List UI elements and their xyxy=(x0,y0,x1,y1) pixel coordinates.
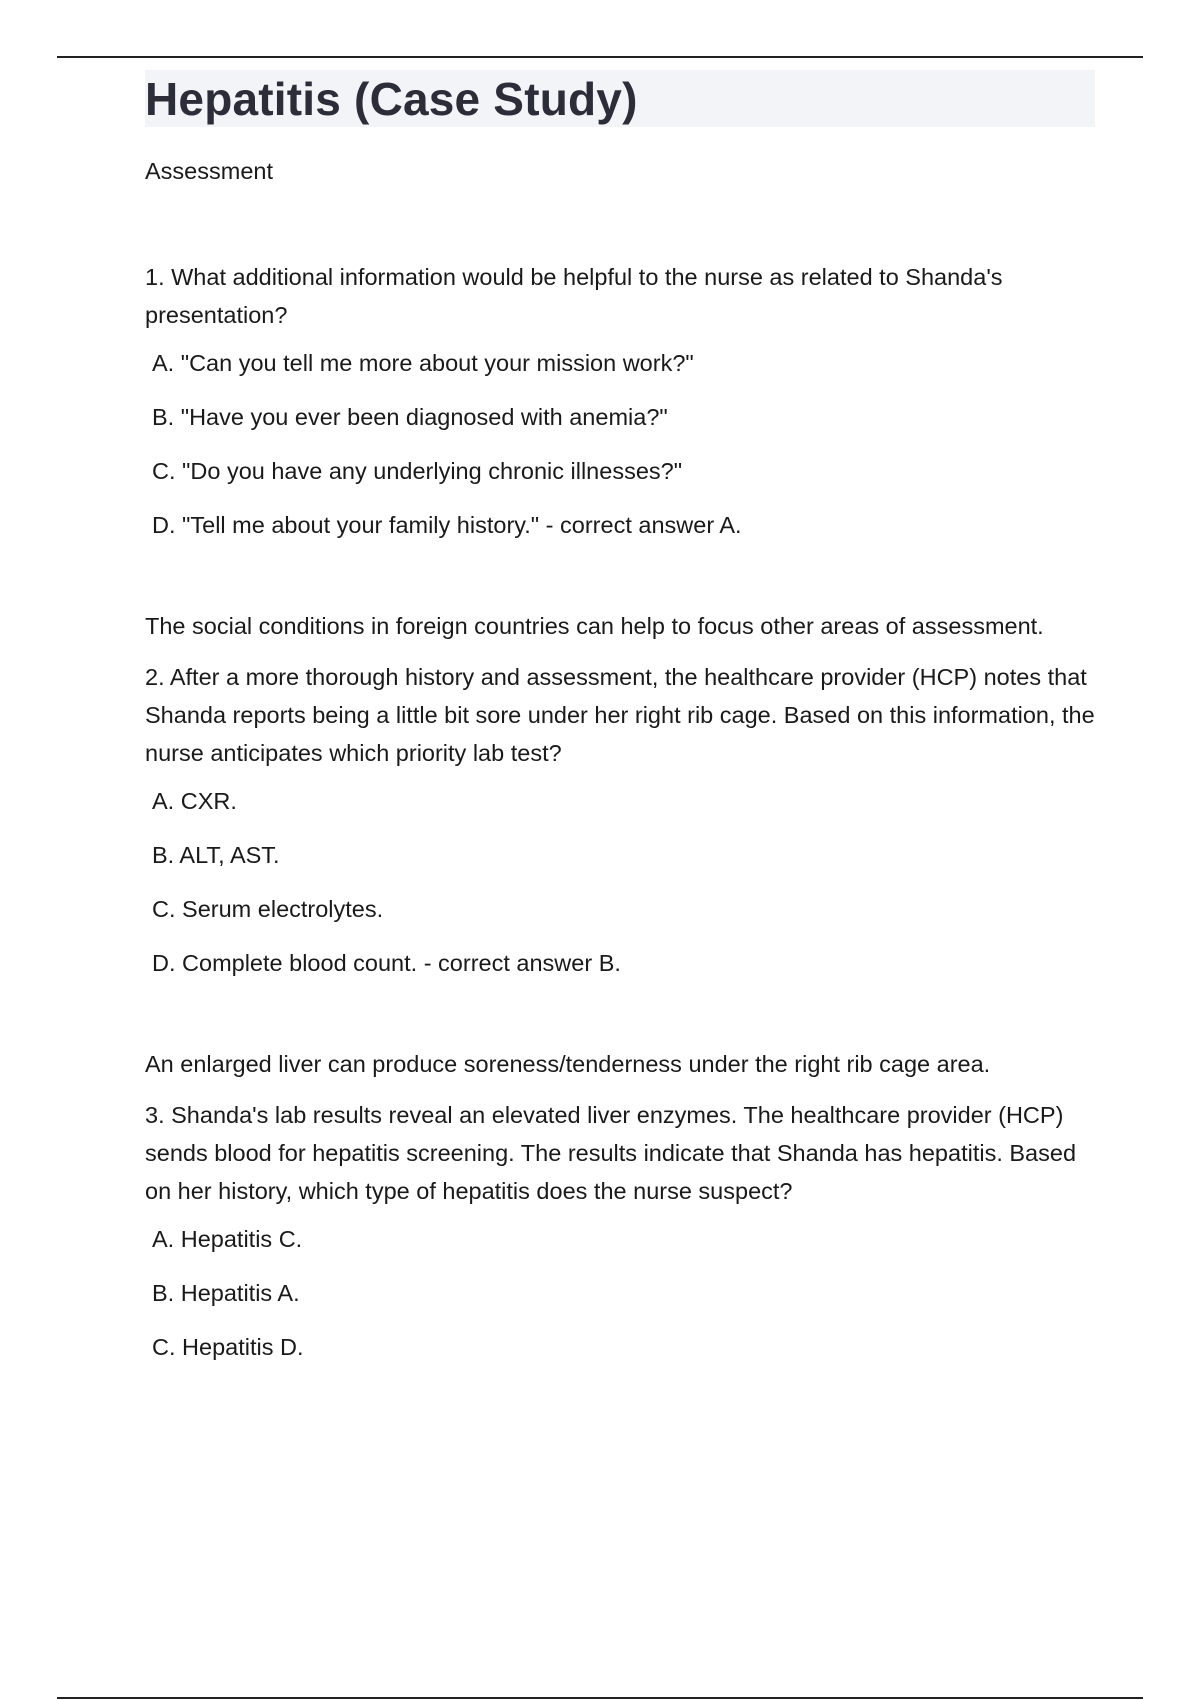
question-1-option-a: A. "Can you tell me more about your mission work?" xyxy=(152,350,694,376)
question-1-option-d: D. "Tell me about your family history." - correct answer A. xyxy=(152,512,742,538)
question-2-option-d: D. Complete blood count. - correct answer B. xyxy=(152,950,621,976)
section-label: Assessment xyxy=(145,158,273,184)
question-3: 3. Shanda's lab results reveal an elevated liver enzymes. The healthcare provider (HCP) sends blood for hepatitis screening. The results indicate that Shanda has hepatitis. Based on her history, which type of hepatitis does the nurse suspect? xyxy=(145,1102,1077,1204)
question-2-explanation: An enlarged liver can produce soreness/tenderness under the right rib cage area. xyxy=(145,1051,991,1077)
page-title: Hepatitis (Case Study) xyxy=(145,72,638,125)
question-1-explanation: The social conditions in foreign countries can help to focus other areas of assessment. xyxy=(145,613,1044,639)
question-3-option-b: B. Hepatitis A. xyxy=(152,1280,300,1306)
bottom-rule xyxy=(57,1697,1143,1699)
question-2: 2. After a more thorough history and assessment, the healthcare provider (HCP) notes that Shanda reports being a little bit sore under her right rib cage. Based on this information, the nurse anticipates which priority lab test? xyxy=(145,664,1095,766)
question-2-option-b: B. ALT, AST. xyxy=(152,842,280,868)
question-1-option-c: C. "Do you have any underlying chronic illnesses?" xyxy=(152,458,683,484)
question-2-option-c: C. Serum electrolytes. xyxy=(152,896,384,922)
question-3-option-c: C. Hepatitis D. xyxy=(152,1334,304,1360)
question-3-option-a: A. Hepatitis C. xyxy=(152,1226,303,1252)
question-2-option-a: A. CXR. xyxy=(152,788,237,814)
title-bar xyxy=(145,70,1095,127)
question-1-option-b: B. "Have you ever been diagnosed with anemia?" xyxy=(152,404,668,430)
question-1: 1. What additional information would be helpful to the nurse as related to Shanda's presentation? xyxy=(145,264,1003,328)
document-body xyxy=(145,70,1095,1362)
top-rule xyxy=(57,56,1143,58)
